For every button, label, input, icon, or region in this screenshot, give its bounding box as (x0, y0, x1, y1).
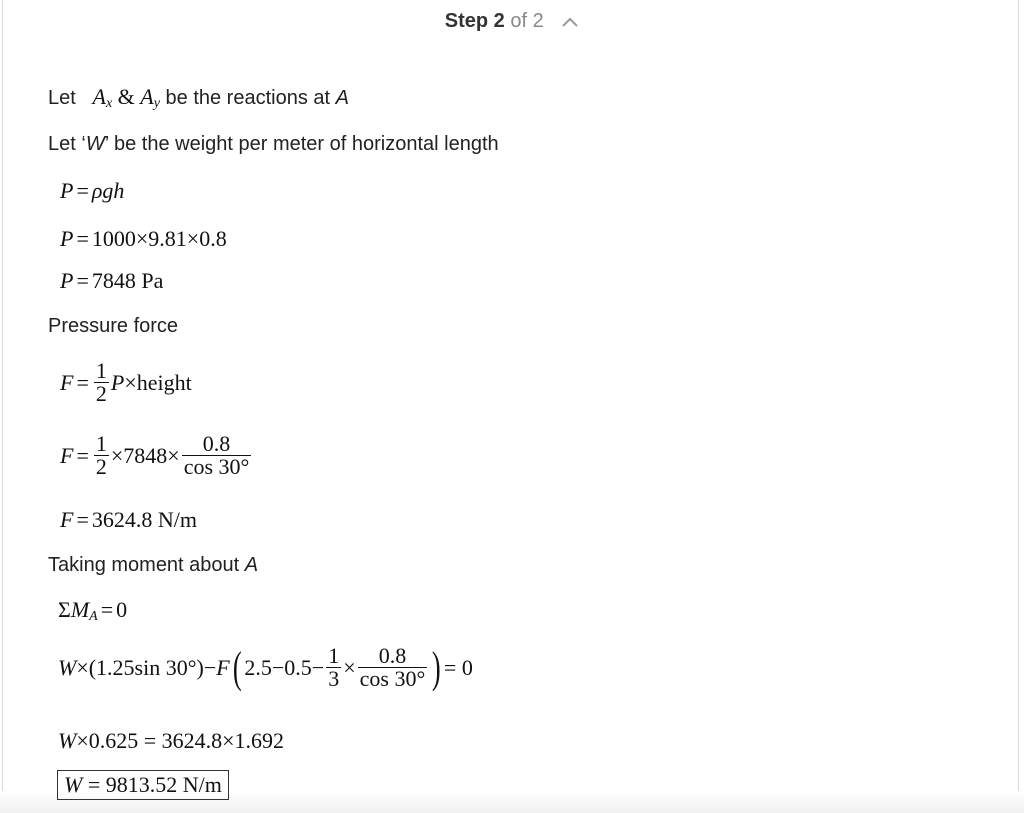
equation-force-formula: F = $\frac{1}{2}$ P ×height (60, 358, 192, 406)
fraction: $\frac{0.8}{\cos 30^\circ}$ (183, 431, 250, 479)
final-answer-box: W = 9813.52 N/m (57, 770, 229, 800)
step-label: Step 2 (444, 10, 505, 32)
equation-moment-sum: Σ M A = 0 (58, 597, 128, 624)
step-total: of 2 (510, 10, 544, 32)
equation-weight-step: W ×0.625 = 3624.8×1.692 (58, 728, 285, 753)
equation-force-substitution: F = $\frac{1}{2}$ ×7848× $\frac{0.8}{\cos 30^\circ}$ (60, 431, 250, 479)
reactions-statement: Let A x & A y be the reactions at A (48, 84, 349, 111)
equation-pressure-formula: P = ρgh (60, 178, 125, 203)
fraction: $\frac{1}{3}$ (328, 643, 340, 691)
equation-pressure-result: P = 7848 Pa (60, 268, 164, 293)
fraction: $\frac{1}{2}$ (95, 358, 107, 406)
equation-force-result: F = 3624.8 N/m (60, 507, 197, 532)
pressure-force-heading: Pressure force (48, 315, 179, 337)
equation-moment-balance: W ×(1.25sin 30°)− F ( 2.5−0.5− $\frac{1}{3}$ × $\frac{0.8}{\cos 30^\circ}$ ) = 0 (58, 642, 473, 692)
weight-statement: Let ‘W’ be the weight per meter of horizontal length (48, 133, 499, 155)
fraction: $\frac{0.8}{\cos 30^\circ}$ (359, 643, 426, 691)
moment-heading: Taking moment about A (48, 554, 259, 576)
fraction: $\frac{1}{2}$ (95, 431, 107, 479)
equation-pressure-substitution: P = 1000×9.81×0.8 (60, 226, 227, 251)
